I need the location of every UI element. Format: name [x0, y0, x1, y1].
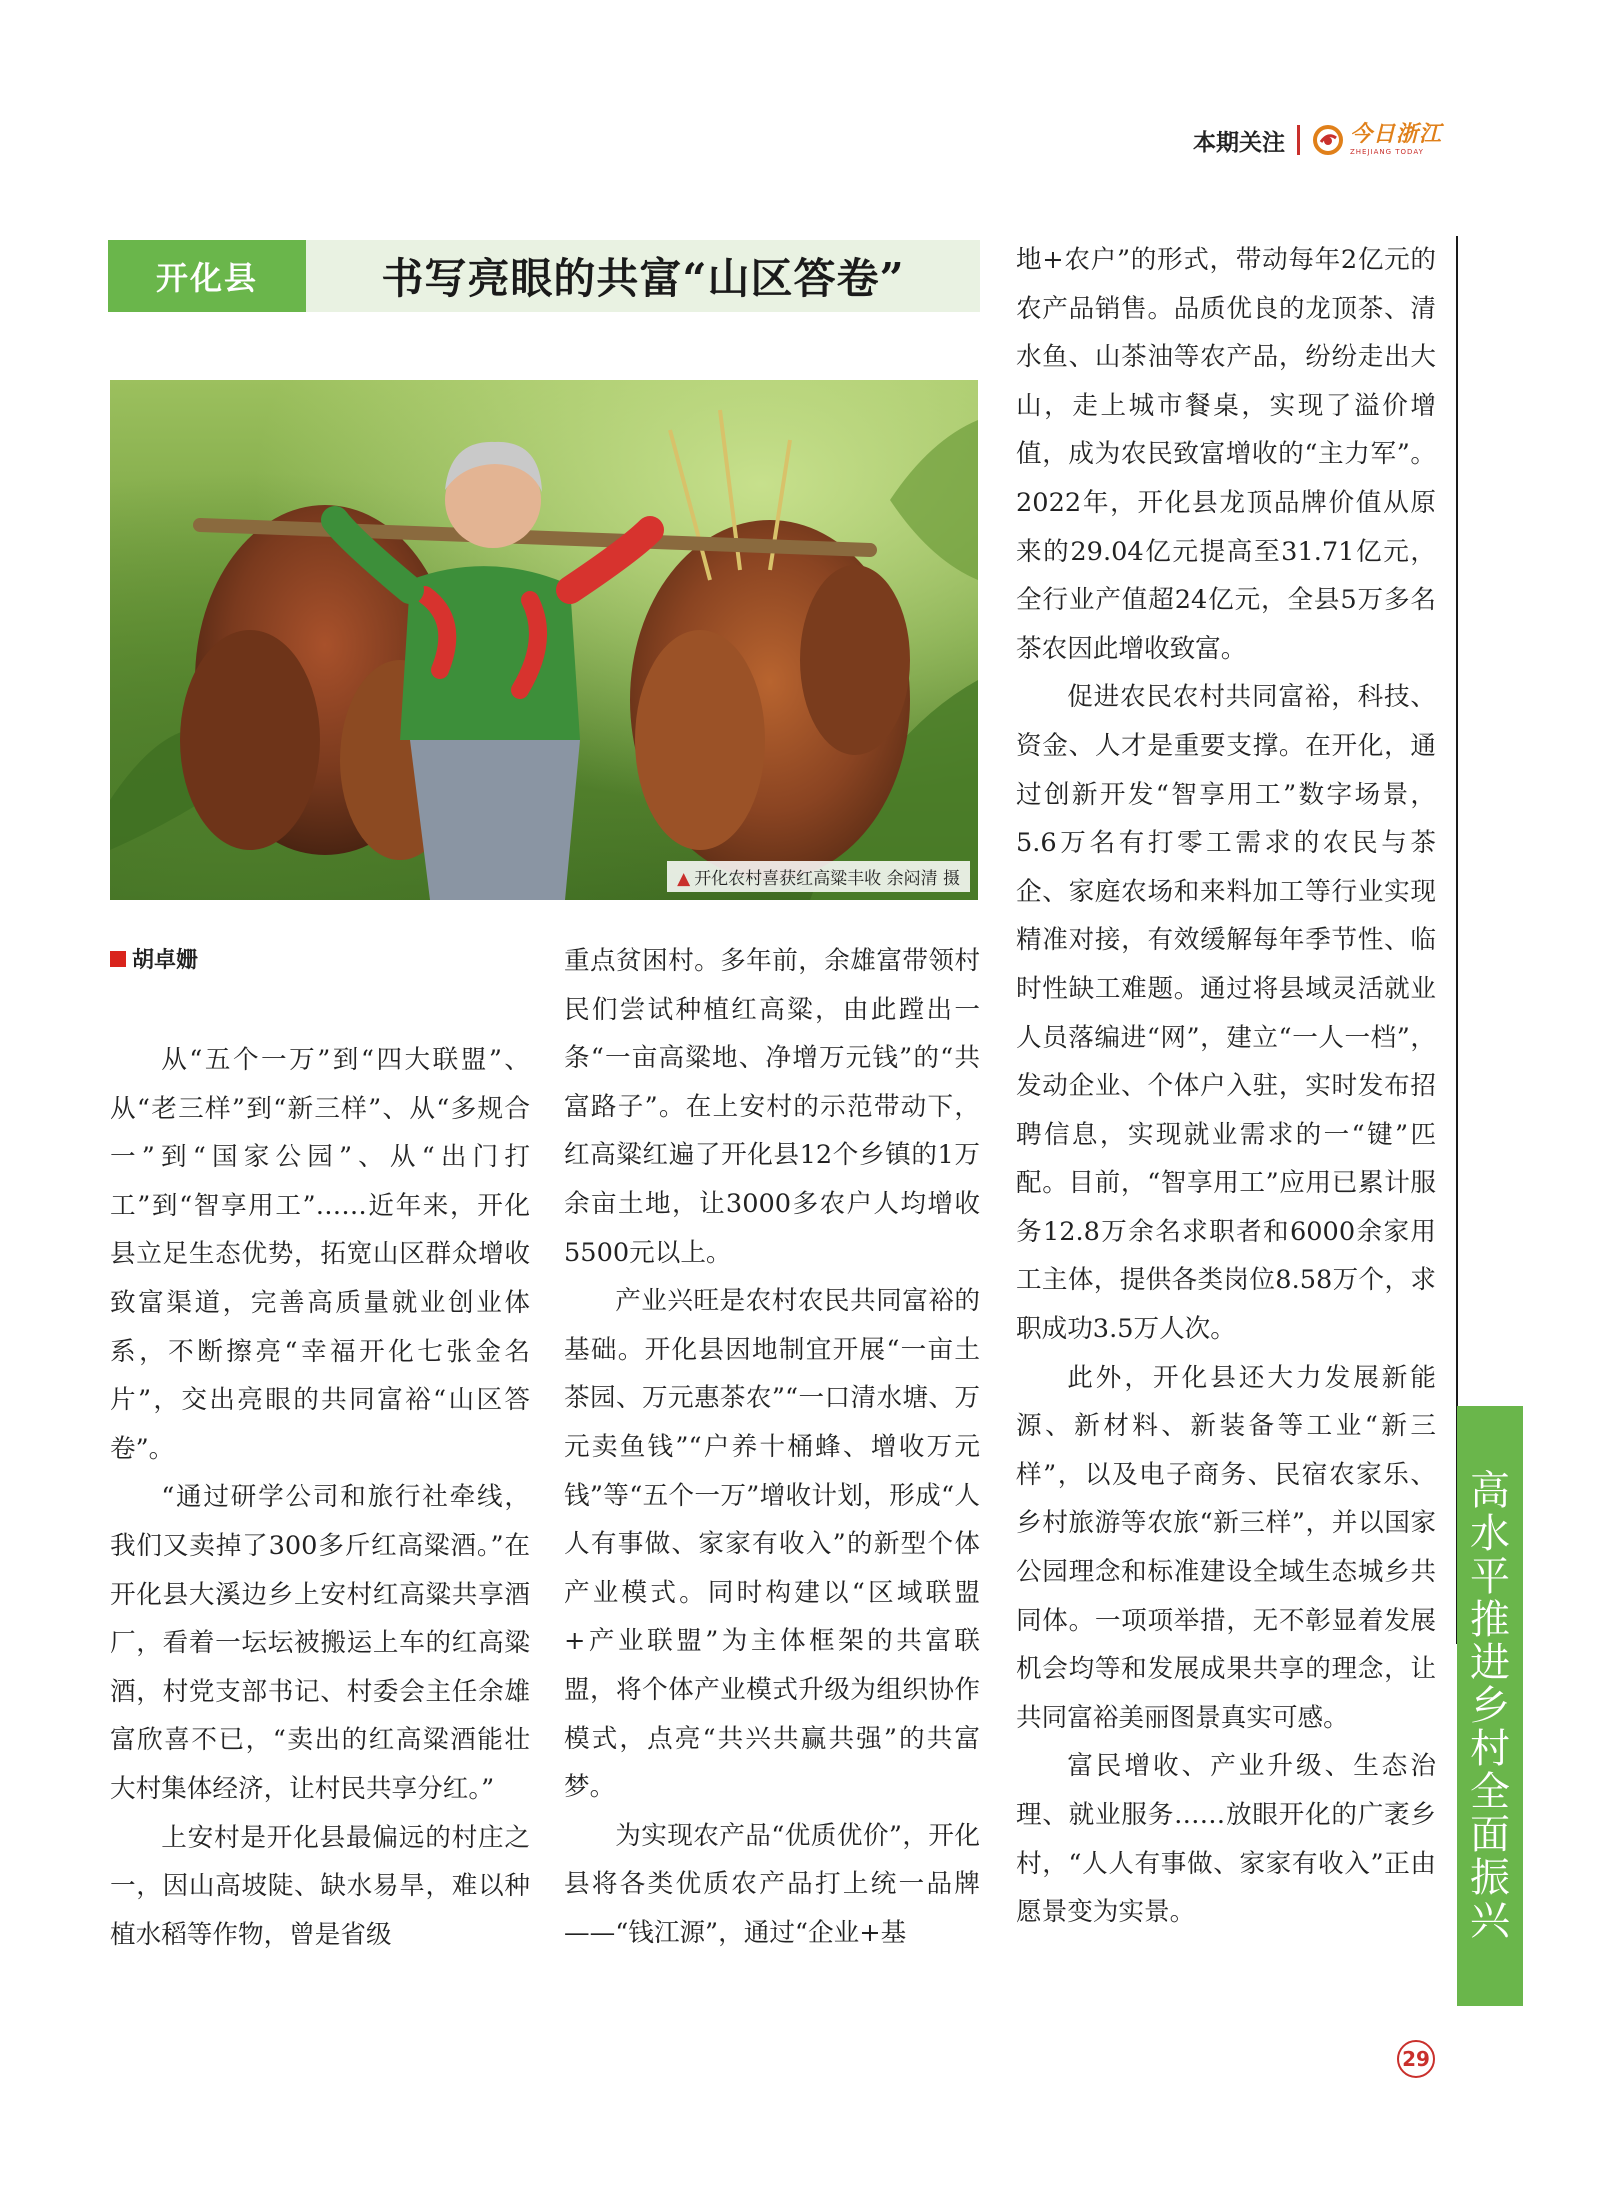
- photo-caption: [667, 861, 970, 892]
- article-headline: 书写亮眼的共富“山区答卷”: [381, 254, 905, 303]
- paragraph: 上安村是开化县最偏远的村庄之一，因山高坡陡、缺水易旱，难以种植水稻等作物，曾是省级: [110, 1822, 530, 1950]
- paragraph: 为实现农产品“优质优价”，开化县将各类优质农产品打上统一品牌——“钱江源”，通过“企业+基: [564, 1820, 980, 1948]
- paragraph: 富民增收、产业升级、生态治理、就业服务……放眼开化的广袤乡村，“人人有事做、家家有收入”正由愿景变为实景。: [1016, 1751, 1436, 1928]
- text-column-3: [1016, 236, 1436, 1937]
- paragraph: 重点贫困村。多年前，余雄富带领村民们尝试种植红高粱，由此蹚出一条“一亩高粱地、净增万元钱”的“共富路子”。在上安村的示范带动下，红高粱红遍了开化县12个乡镇的1万余亩土地，让3000多农户人均增收5500元以上。: [564, 946, 980, 1268]
- paragraph: 地+农户”的形式，带动每年2亿元的农产品销售。品质优良的龙顶茶、清水鱼、山茶油等农产品，纷纷走出大山，走上城市餐桌，实现了溢价增值，成为农民致富增收的“主力军”。2022年，开化县龙顶品牌价值从原来的29.04亿元提高至31.71亿元，全行业产值超24亿元，全县5万多名茶农因此增收致富。: [1016, 245, 1436, 664]
- article-photo: [110, 380, 978, 900]
- author-marker-icon: [110, 951, 126, 967]
- magazine-logo: [1350, 124, 1442, 156]
- sidebar-char: 兴: [1470, 1897, 1510, 1944]
- sidebar-char: 进: [1470, 1639, 1510, 1686]
- paragraph: 产业兴旺是农村农民共同富裕的基础。开化县因地制宜开展“一亩土茶园、万元惠茶农”“一口清水塘、万元卖鱼钱”“户养十桶蜂、增收万元钱”等“五个一万”增收计划，形成“人人有事做、家家有收入”的新型个体产业模式。同时构建以“区域联盟+产业联盟”为主体框架的共富联盟，将个体产业模式升级为组织协作模式，点亮“共兴共赢共强”的共富梦。: [564, 1286, 980, 1803]
- photo-caption-text: 开化农村喜获红高粱丰收 余闷清 摄: [694, 869, 960, 889]
- logo-chinese: 今日浙江: [1349, 122, 1442, 147]
- sidebar-char: 乡: [1470, 1682, 1510, 1729]
- sidebar-char: 全: [1470, 1768, 1510, 1815]
- sidebar-char: 振: [1470, 1854, 1510, 1901]
- sorghum-harvest-illustration: [110, 380, 978, 900]
- magazine-logo-icon: [1312, 124, 1344, 156]
- sidebar-char: 平: [1470, 1553, 1510, 1600]
- topic-sidebar: [1457, 1406, 1523, 2006]
- author-name: 胡卓姗: [132, 948, 199, 973]
- paragraph: 促进农民农村共同富裕，科技、资金、人才是重要支撑。在开化，通过创新开发“智享用工”数字场景，5.6万名有打零工需求的农民与茶企、家庭农场和来料加工等行业实现精准对接，有效缓解每年季节性、临时性缺工难题。通过将县域灵活就业人员落编进“网”，建立“一人一档”，发动企业、个体户入驻，实时发布招聘信息，实现就业需求的一“键”匹配。目前，“智享用工”应用已累计服务12.8万余名求职者和6000余家用工主体，提供各类岗位8.58万个，求职成功3.5万人次。: [1016, 682, 1436, 1345]
- sidebar-char: 村: [1470, 1725, 1510, 1772]
- sidebar-char: 高: [1470, 1467, 1510, 1514]
- page-header: [1193, 118, 1442, 162]
- caption-triangle-icon: ▲: [677, 869, 691, 889]
- paragraph: 此外，开化县还大力发展新能源、新材料、新装备等工业“新三样”，以及电子商务、民宿农家乐、乡村旅游等农旅“新三样”，并以国家公园理念和标准建设全域生态城乡共同体。一项项举措，无不彰显着发展机会均等和发展成果共享的理念，让共同富裕美丽图景真实可感。: [1016, 1362, 1436, 1733]
- sidebar-char: 面: [1470, 1811, 1510, 1858]
- sidebar-char: 推: [1470, 1596, 1510, 1643]
- sidebar-char: 水: [1470, 1510, 1510, 1557]
- author-byline: [110, 943, 198, 974]
- section-label: 本期关注: [1192, 129, 1285, 156]
- text-column-1: [110, 1036, 530, 1959]
- page-number: 29: [1397, 2040, 1435, 2078]
- county-tag: 开化县: [108, 240, 306, 312]
- logo-english: ZHEJIANG TODAY: [1349, 148, 1424, 156]
- paragraph: “通过研学公司和旅行社牵线，我们又卖掉了300多斤红高粱酒。”在开化县大溪边乡上安村红高粱共享酒厂，看着一坛坛被搬运上车的红高粱酒，村党支部书记、村委会主任余雄富欣喜不已，“卖出的红高粱酒能壮大村集体经济，让村民共享分红。”: [110, 1482, 530, 1804]
- article-title-banner: [108, 240, 980, 312]
- paragraph: 从“五个一万”到“四大联盟”、从“老三样”到“新三样”、从“多规合一”到“国家公园”、从“出门打工”到“智享用工”……近年来，开化县立足生态优势，拓宽山区群众增收致富渠道，完善高质量就业创业体系，不断擦亮“幸福开化七张金名片”，交出亮眼的共同富裕“山区答卷”。: [110, 1045, 530, 1464]
- text-column-2: [564, 937, 980, 1957]
- header-divider: [1297, 125, 1300, 155]
